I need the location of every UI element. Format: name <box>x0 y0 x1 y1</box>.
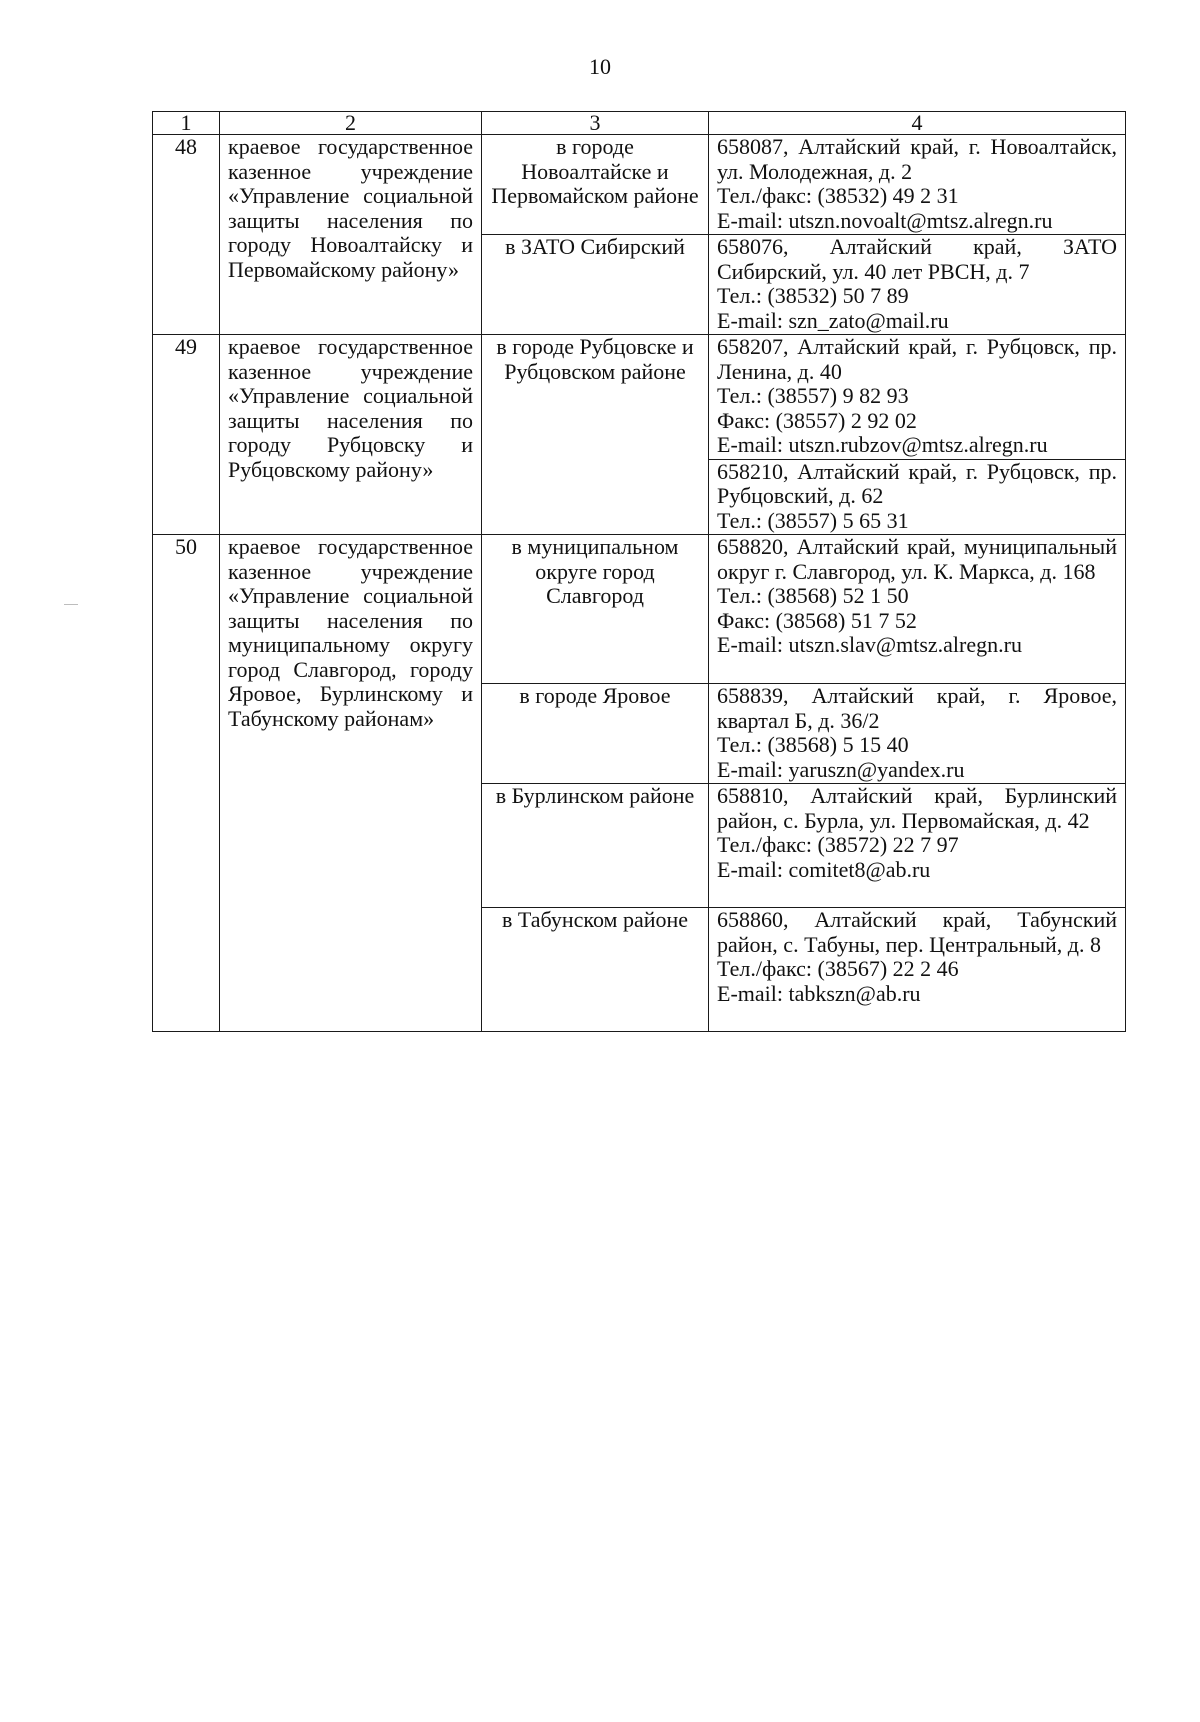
table-header-row <box>153 112 1126 135</box>
page-number: 10 <box>589 54 611 79</box>
office-area: в Бурлинском районе <box>482 784 709 908</box>
office-phone: Тел.: (38568) 5 15 40 <box>717 732 909 757</box>
office-area: в городе Новоалтайске и Первомайском районе <box>482 135 709 235</box>
office-area: в ЗАТО Сибирский <box>482 235 709 335</box>
row-number: 48 <box>153 135 220 335</box>
institution-name: краевое государственное казенное учреждение «Управление социальной защиты населения по городу Новоалтайску и Первомайскому району» <box>220 135 482 335</box>
institution-name: краевое государственное казенное учреждение «Управление социальной защиты населения по городу Рубцовску и Рубцовскому району» <box>220 335 482 535</box>
office-email: E-mail: comitet8@ab.ru <box>717 856 931 882</box>
office-contacts <box>709 235 1126 335</box>
office-phone: Тел.: (38532) 50 7 89 <box>717 283 909 308</box>
institution-name: краевое государственное казенное учреждение «Управление социальной защиты населения по муниципальному округу город Славгород, городу Яровое, Бурлинскому и Табунскому районам» <box>220 535 482 1032</box>
office-fax: Факс: (38557) 2 92 02 <box>717 407 917 433</box>
margin-mark <box>64 604 78 605</box>
office-contacts <box>709 135 1126 235</box>
office-contacts <box>709 459 1126 535</box>
office-phone: Тел.: (38568) 52 1 50 <box>717 583 909 608</box>
office-email: E-mail: szn_zato@mail.ru <box>717 307 949 333</box>
office-area: в городе Яровое <box>482 684 709 784</box>
office-phone: Тел.: (38557) 9 82 93 <box>717 383 909 408</box>
office-contacts <box>709 684 1126 784</box>
office-address: 658810, Алтайский край, Бурлинский район, с. Бурла, ул. Первомайская, д. 42 <box>717 783 1117 833</box>
office-address: 658207, Алтайский край, г. Рубцовск, пр. Ленина, д. 40 <box>717 334 1117 384</box>
office-address: 658860, Алтайский край, Табунский район, с. Табуны, пер. Центральный, д. 8 <box>717 907 1117 957</box>
row-number: 49 <box>153 335 220 535</box>
column-header: 3 <box>482 112 709 135</box>
institutions-table <box>152 111 1126 1032</box>
office-email: E-mail: utszn.slav@mtsz.alregn.ru <box>717 632 1022 657</box>
office-area: в городе Рубцовске и Рубцовском районе <box>482 335 709 535</box>
office-address: 658820, Алтайский край, муниципальный округ г. Славгород, ул. К. Маркса, д. 168 <box>717 534 1117 584</box>
office-email: E-mail: utszn.rubzov@mtsz.alregn.ru <box>717 432 1048 457</box>
office-address: 658839, Алтайский край, г. Яровое, квартал Б, д. 36/2 <box>717 683 1117 733</box>
office-address: 658087, Алтайский край, г. Новоалтайск, ул. Молодежная, д. 2 <box>717 134 1117 184</box>
office-phone: Тел./факс: (38567) 22 2 46 <box>717 956 959 981</box>
office-address: 658210, Алтайский край, г. Рубцовск, пр. Рубцовский, д. 62 <box>717 458 1117 508</box>
office-email: E-mail: tabkszn@ab.ru <box>717 980 921 1006</box>
column-header: 1 <box>153 112 220 135</box>
office-address: 658076, Алтайский край, ЗАТО Сибирский, ул. 40 лет РВСН, д. 7 <box>717 234 1117 284</box>
office-phone: Тел.: (38557) 5 65 31 <box>717 507 909 533</box>
office-phone: Тел./факс: (38572) 22 7 97 <box>717 832 959 857</box>
row-number: 50 <box>153 535 220 1032</box>
table-row <box>153 535 1126 684</box>
office-contacts <box>709 535 1126 684</box>
column-header: 2 <box>220 112 482 135</box>
office-area: в Табунском районе <box>482 908 709 1032</box>
table-row <box>153 335 1126 460</box>
office-fax: Факс: (38568) 51 7 52 <box>717 607 917 633</box>
office-contacts <box>709 908 1126 1032</box>
column-header: 4 <box>709 112 1126 135</box>
office-contacts <box>709 335 1126 460</box>
office-email: E-mail: yaruszn@yandex.ru <box>717 756 965 782</box>
table-row <box>153 135 1126 235</box>
office-contacts <box>709 784 1126 908</box>
office-email: E-mail: utszn.novoalt@mtsz.alregn.ru <box>717 207 1053 233</box>
office-phone: Тел./факс: (38532) 49 2 31 <box>717 183 959 208</box>
office-area: в муниципальном округе город Славгород <box>482 535 709 684</box>
